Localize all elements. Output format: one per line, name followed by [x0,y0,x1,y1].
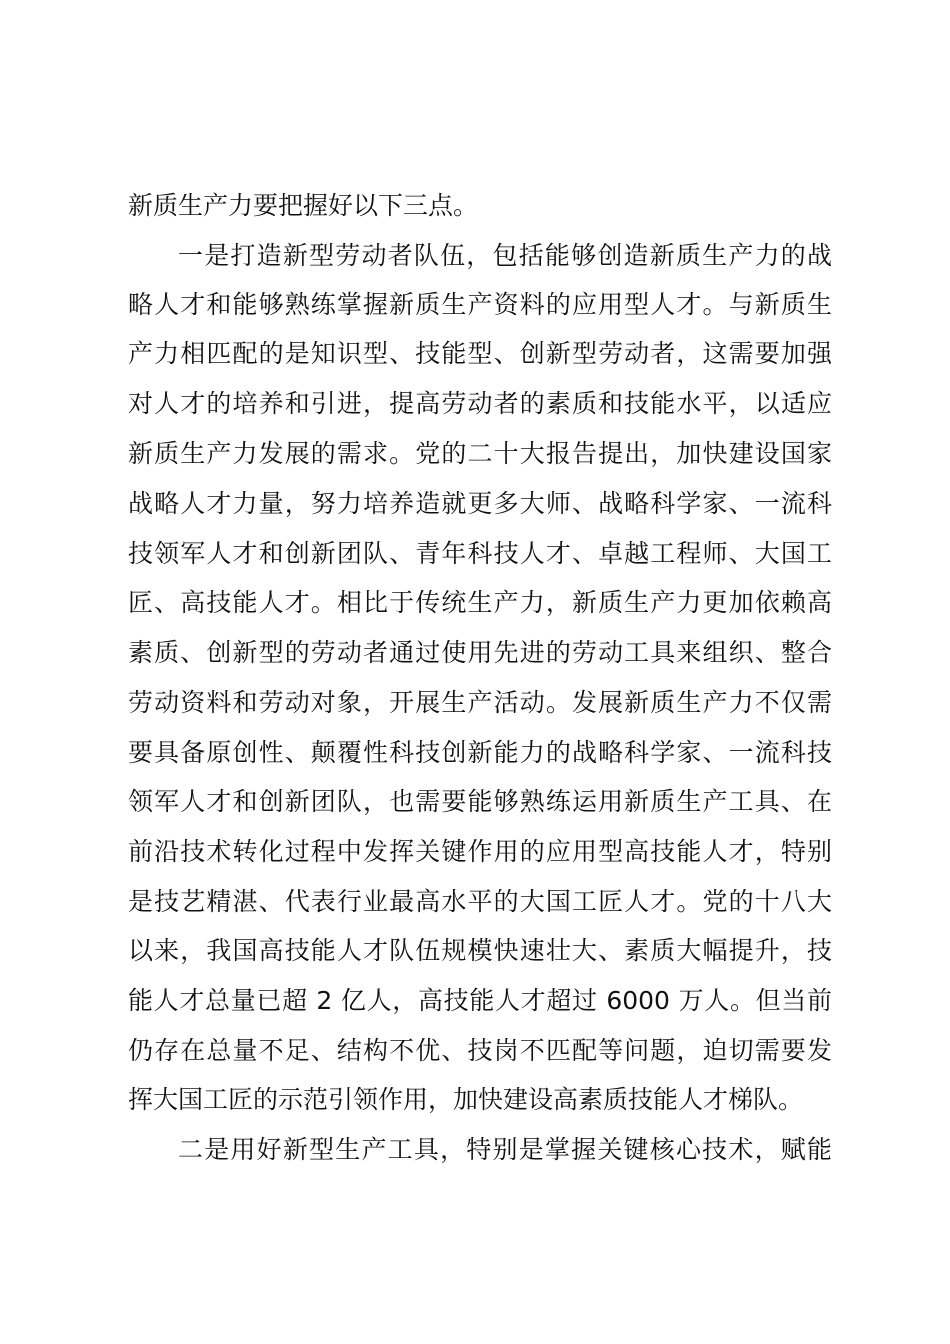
paragraph-line: 劳动资料和劳动对象，开展生产活动。发展新质生产力不仅需 [128,688,832,717]
paragraph-line: 是技艺精湛、代表行业最高水平的大国工匠人才。党的十八大 [128,887,832,916]
paragraph-line: 技领军人才和创新团队、青年科技人才、卓越工程师、大国工 [128,539,832,568]
paragraph-line: 挥大国工匠的示范引领作用，加快建设高素质技能人才梯队。 [128,1085,804,1114]
paragraph-line: 新质生产力要把握好以下三点。 [128,191,479,220]
paragraph-line: 匠、高技能人才。相比于传统生产力，新质生产力更加依赖高 [128,588,832,617]
paragraph-line: 略人才和能够熟练掌握新质生产资料的应用型人才。与新质生 [128,290,832,319]
paragraph-line: 产力相匹配的是知识型、技能型、创新型劳动者，这需要加强 [128,339,832,368]
paragraph-line: 素质、创新型的劳动者通过使用先进的劳动工具来组织、整合 [128,638,832,667]
paragraph-line: 仍存在总量不足、结构不优、技岗不匹配等问题，迫切需要发 [128,1036,832,1065]
paragraph-line: 二是用好新型生产工具，特别是掌握关键核心技术，赋能 [178,1135,832,1164]
paragraph-line: 一是打造新型劳动者队伍，包括能够创造新质生产力的战 [178,241,832,270]
paragraph-line: 以来，我国高技能人才队伍规模快速壮大、素质大幅提升，技 [128,936,832,965]
paragraph-line: 领军人才和创新团队，也需要能够熟练运用新质生产工具、在 [128,787,832,816]
paragraph-line: 对人才的培养和引进，提高劳动者的素质和技能水平，以适应 [128,389,832,418]
paragraph-line: 前沿技术转化过程中发挥关键作用的应用型高技能人才，特别 [128,837,832,866]
paragraph-line: 新质生产力发展的需求。党的二十大报告提出，加快建设国家 [128,439,832,468]
paragraph-line: 战略人才力量，努力培养造就更多大师、战略科学家、一流科 [128,489,832,518]
paragraph-line: 能人才总量已超 2 亿人，高技能人才超过 6000 万人。但当前 [128,986,832,1015]
paragraph-line: 要具备原创性、颠覆性科技创新能力的战略科学家、一流科技 [128,738,832,767]
